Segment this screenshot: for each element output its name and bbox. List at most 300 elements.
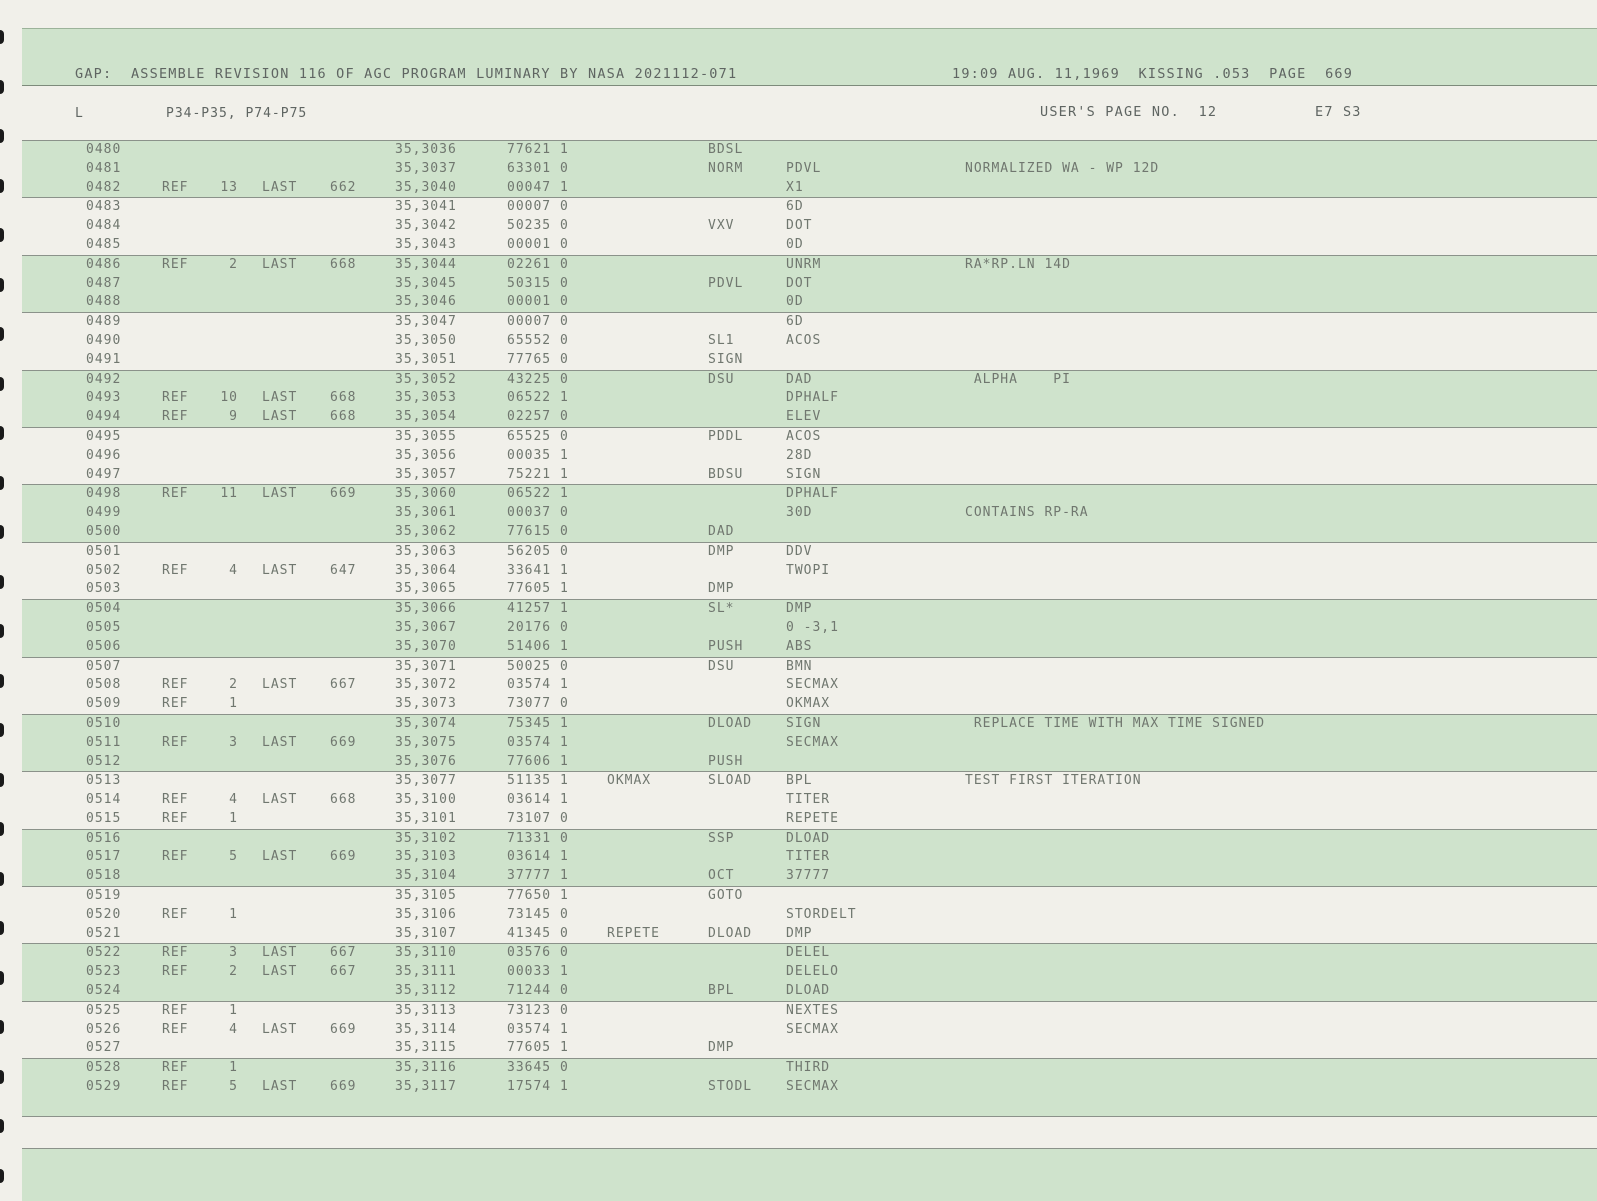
cell-ref: REF xyxy=(162,849,189,865)
cell-last: LAST xyxy=(262,677,298,693)
cell-lastn: 662 xyxy=(330,179,357,195)
cell-addr: 35,3065 xyxy=(395,581,457,597)
cell-addr: 35,3051 xyxy=(395,351,457,367)
cell-num: 0480 xyxy=(86,142,122,157)
cell-last: LAST xyxy=(262,390,298,406)
cell-opnd: DELELO xyxy=(786,964,839,980)
cell-last: LAST xyxy=(262,849,298,865)
cell-last: LAST xyxy=(262,945,298,961)
listing-row xyxy=(22,580,1597,599)
cell-code: 33645 0 xyxy=(507,1060,569,1076)
cell-ref: REF xyxy=(162,1021,189,1037)
cell-num: 0513 xyxy=(86,773,122,789)
cell-ref: REF xyxy=(162,696,189,712)
cell-code: 56205 0 xyxy=(507,543,569,559)
cell-code: 77606 1 xyxy=(507,753,569,769)
cell-addr: 35,3066 xyxy=(395,601,457,617)
cell-addr: 35,3114 xyxy=(395,1021,457,1037)
cell-refn: 9 xyxy=(229,409,238,425)
cell-lastn: 669 xyxy=(330,849,357,865)
cell-num: 0494 xyxy=(86,409,122,425)
cell-addr: 35,3037 xyxy=(395,160,457,176)
feed-hole xyxy=(0,129,4,143)
cell-code: 41345 0 xyxy=(507,925,569,941)
cell-addr: 35,3074 xyxy=(395,715,457,731)
cell-op: DMP xyxy=(708,1040,735,1056)
feed-hole xyxy=(0,327,4,341)
cell-num: 0523 xyxy=(86,964,122,980)
cell-addr: 35,3043 xyxy=(395,236,457,252)
listing-row xyxy=(22,543,1597,562)
cell-ref: REF xyxy=(162,1060,189,1076)
feed-hole xyxy=(0,1020,4,1034)
cell-lastn: 669 xyxy=(330,734,357,750)
cell-code: 50235 0 xyxy=(507,218,569,234)
cell-code: 77650 1 xyxy=(507,888,569,904)
cell-ref: REF xyxy=(162,964,189,980)
cell-refn: 2 xyxy=(229,256,238,272)
cell-num: 0509 xyxy=(86,696,122,712)
listing-row xyxy=(22,160,1597,179)
cell-ref: REF xyxy=(162,792,189,808)
cell-code: 00035 1 xyxy=(507,447,569,463)
cell-ref: REF xyxy=(162,810,189,826)
tractor-feed-holes xyxy=(0,0,8,1200)
cell-lastn: 668 xyxy=(330,409,357,425)
listing-row xyxy=(22,313,1597,332)
listing-row xyxy=(22,1078,1597,1097)
cell-opnd: 37777 xyxy=(786,868,831,884)
listing-group xyxy=(22,600,1597,657)
cell-op: DLOAD xyxy=(708,925,753,941)
cell-opnd: 0D xyxy=(786,236,804,252)
cell-op: DSU xyxy=(708,371,735,387)
listing-timestamp-page: 19:09 AUG. 11,1969 KISSING .053 PAGE 669 xyxy=(952,66,1354,82)
feed-hole xyxy=(0,278,4,292)
cell-code: 65525 0 xyxy=(507,428,569,444)
cell-code: 03614 1 xyxy=(507,849,569,865)
cell-opnd: DDV xyxy=(786,543,813,559)
listing-group xyxy=(22,830,1597,887)
feed-hole xyxy=(0,179,4,193)
cell-opnd: 28D xyxy=(786,447,813,463)
cell-opnd: BPL xyxy=(786,773,813,789)
feed-hole xyxy=(0,575,4,589)
cell-op: STODL xyxy=(708,1079,753,1095)
cell-opnd: DMP xyxy=(786,925,813,941)
cell-ref: REF xyxy=(162,1002,189,1018)
feed-hole xyxy=(0,30,4,44)
cell-opnd: DELEL xyxy=(786,945,831,961)
listing-row xyxy=(22,810,1597,829)
cell-addr: 35,3061 xyxy=(395,505,457,521)
cell-addr: 35,3060 xyxy=(395,486,457,502)
listing-row xyxy=(22,466,1597,485)
cell-code: 77605 1 xyxy=(507,581,569,597)
cell-num: 0515 xyxy=(86,810,122,826)
cell-addr: 35,3107 xyxy=(395,925,457,941)
cell-addr: 35,3062 xyxy=(395,523,457,539)
cell-last: LAST xyxy=(262,486,298,502)
listing-row xyxy=(22,619,1597,638)
cell-num: 0521 xyxy=(86,925,122,941)
cell-num: 0507 xyxy=(86,658,122,674)
cell-last: LAST xyxy=(262,964,298,980)
cell-code: 50315 0 xyxy=(507,275,569,291)
cell-addr: 35,3044 xyxy=(395,256,457,272)
feed-hole xyxy=(0,80,4,94)
cell-cmt: NORMALIZED WA - WP 12D xyxy=(965,160,1160,176)
cell-refn: 3 xyxy=(229,945,238,961)
cell-lastn: 669 xyxy=(330,486,357,502)
cell-opnd: DPHALF xyxy=(786,390,839,406)
cell-code: 41257 1 xyxy=(507,601,569,617)
cell-ref: REF xyxy=(162,1079,189,1095)
cell-op: PDDL xyxy=(708,428,744,444)
cell-ref: REF xyxy=(162,390,189,406)
cell-op: DAD xyxy=(708,523,735,539)
cell-num: 0487 xyxy=(86,275,122,291)
cell-num: 0482 xyxy=(86,179,122,195)
cell-code: 03576 0 xyxy=(507,945,569,961)
cell-num: 0496 xyxy=(86,447,122,463)
cell-opnd: DOT xyxy=(786,218,813,234)
cell-refn: 1 xyxy=(229,696,238,712)
cell-num: 0484 xyxy=(86,218,122,234)
listing-row xyxy=(22,293,1597,312)
cell-code: 71244 0 xyxy=(507,983,569,999)
cell-last: LAST xyxy=(262,792,298,808)
cell-addr: 35,3077 xyxy=(395,773,457,789)
cell-op: PUSH xyxy=(708,638,744,654)
listing-row xyxy=(22,753,1597,772)
cell-opnd: 6D xyxy=(786,314,804,330)
cell-num: 0524 xyxy=(86,983,122,999)
cell-code: 06522 1 xyxy=(507,486,569,502)
listing-row xyxy=(22,695,1597,714)
listing-row xyxy=(22,791,1597,810)
cell-code: 00037 0 xyxy=(507,505,569,521)
cell-addr: 35,3063 xyxy=(395,543,457,559)
cell-code: 00033 1 xyxy=(507,964,569,980)
cell-num: 0504 xyxy=(86,601,122,617)
cell-num: 0527 xyxy=(86,1040,122,1056)
cell-op: BDSU xyxy=(708,466,744,482)
next-sheet-band xyxy=(22,1148,1597,1201)
listing-row xyxy=(22,676,1597,695)
cell-last: LAST xyxy=(262,179,298,195)
cell-num: 0525 xyxy=(86,1002,122,1018)
cell-opnd: DLOAD xyxy=(786,983,831,999)
cell-code: 51406 1 xyxy=(507,638,569,654)
sheet-code: E7 S3 xyxy=(1315,104,1362,120)
cell-opnd: TWOPI xyxy=(786,562,831,578)
listing-row xyxy=(22,963,1597,982)
cell-opnd: STORDELT xyxy=(786,906,857,922)
listing-group xyxy=(22,198,1597,255)
listing-row xyxy=(22,504,1597,523)
cell-addr: 35,3072 xyxy=(395,677,457,693)
cell-refn: 4 xyxy=(229,1021,238,1037)
listing-row xyxy=(22,982,1597,1001)
cell-lastn: 647 xyxy=(330,562,357,578)
cell-addr: 35,3113 xyxy=(395,1002,457,1018)
listing-row xyxy=(22,275,1597,294)
cell-last: LAST xyxy=(262,1079,298,1095)
cell-addr: 35,3052 xyxy=(395,371,457,387)
cell-addr: 35,3076 xyxy=(395,753,457,769)
cell-num: 0497 xyxy=(86,466,122,482)
cell-refn: 3 xyxy=(229,734,238,750)
cell-opnd: BMN xyxy=(786,658,813,674)
cell-num: 0517 xyxy=(86,849,122,865)
cell-op: PDVL xyxy=(708,275,744,291)
cell-num: 0511 xyxy=(86,734,122,750)
cell-ref: REF xyxy=(162,562,189,578)
cell-code: 00047 1 xyxy=(507,179,569,195)
cell-code: 03574 1 xyxy=(507,734,569,750)
cell-num: 0522 xyxy=(86,945,122,961)
cell-num: 0499 xyxy=(86,505,122,521)
feed-hole xyxy=(0,1119,4,1133)
cell-code: 00007 0 xyxy=(507,199,569,215)
listing-group xyxy=(22,715,1597,772)
listing-row xyxy=(22,217,1597,236)
cell-code: 02261 0 xyxy=(507,256,569,272)
listing-row xyxy=(22,658,1597,677)
assembly-listing xyxy=(22,140,1597,1117)
cell-addr: 35,3042 xyxy=(395,218,457,234)
cell-opnd: DMP xyxy=(786,601,813,617)
cell-opnd: ACOS xyxy=(786,332,822,348)
cell-refn: 4 xyxy=(229,792,238,808)
cell-ref: REF xyxy=(162,677,189,693)
cell-cmt: ALPHA PI xyxy=(965,371,1071,387)
cell-opnd: SECMAX xyxy=(786,734,839,750)
cell-op: NORM xyxy=(708,160,744,176)
cell-num: 0506 xyxy=(86,638,122,654)
cell-addr: 35,3101 xyxy=(395,810,457,826)
cell-num: 0488 xyxy=(86,294,122,310)
feed-hole xyxy=(0,674,4,688)
cell-addr: 35,3057 xyxy=(395,466,457,482)
feed-hole xyxy=(0,773,4,787)
cell-code: 50025 0 xyxy=(507,658,569,674)
listing-row xyxy=(22,1039,1597,1058)
cell-opnd: PDVL xyxy=(786,160,822,176)
listing-title: GAP: ASSEMBLE REVISION 116 OF AGC PROGRAM LUMINARY BY NASA 2021112-071 xyxy=(75,66,738,82)
listing-row xyxy=(22,332,1597,351)
cell-num: 0529 xyxy=(86,1079,122,1095)
cell-addr: 35,3104 xyxy=(395,868,457,884)
users-page-number: USER'S PAGE NO. 12 xyxy=(1040,104,1218,120)
cell-opnd: DPHALF xyxy=(786,486,839,502)
cell-ref: REF xyxy=(162,906,189,922)
cell-addr: 35,3036 xyxy=(395,142,457,157)
cell-addr: 35,3103 xyxy=(395,849,457,865)
feed-hole xyxy=(0,377,4,391)
cell-code: 65552 0 xyxy=(507,332,569,348)
listing-group xyxy=(22,944,1597,1001)
cell-addr: 35,3115 xyxy=(395,1040,457,1056)
cell-refn: 2 xyxy=(229,677,238,693)
cell-lastn: 668 xyxy=(330,792,357,808)
listing-row xyxy=(22,428,1597,447)
cell-addr: 35,3073 xyxy=(395,696,457,712)
cell-addr: 35,3053 xyxy=(395,390,457,406)
section-letter: L xyxy=(75,106,83,121)
cell-op: BPL xyxy=(708,983,735,999)
cell-addr: 35,3050 xyxy=(395,332,457,348)
cell-ref: REF xyxy=(162,945,189,961)
cell-refn: 13 xyxy=(220,179,238,195)
listing-group xyxy=(22,887,1597,944)
cell-code: 03574 1 xyxy=(507,1021,569,1037)
cell-op: DMP xyxy=(708,543,735,559)
cell-code: 77605 1 xyxy=(507,1040,569,1056)
cell-code: 73107 0 xyxy=(507,810,569,826)
cell-num: 0490 xyxy=(86,332,122,348)
cell-op: DSU xyxy=(708,658,735,674)
cell-num: 0526 xyxy=(86,1021,122,1037)
cell-opnd: ACOS xyxy=(786,428,822,444)
cell-code: 37777 1 xyxy=(507,868,569,884)
cell-op: SSP xyxy=(708,830,735,846)
cell-num: 0505 xyxy=(86,619,122,635)
listing-row xyxy=(22,848,1597,867)
feed-hole xyxy=(0,723,4,737)
cell-opnd: TITER xyxy=(786,792,831,808)
cell-num: 0486 xyxy=(86,256,122,272)
cell-addr: 35,3110 xyxy=(395,945,457,961)
cell-ref: REF xyxy=(162,486,189,502)
cell-refn: 10 xyxy=(220,390,238,406)
cell-num: 0483 xyxy=(86,199,122,215)
cell-addr: 35,3064 xyxy=(395,562,457,578)
cell-addr: 35,3046 xyxy=(395,294,457,310)
cell-op: SL1 xyxy=(708,332,735,348)
cell-num: 0518 xyxy=(86,868,122,884)
listing-row xyxy=(22,408,1597,427)
cell-num: 0510 xyxy=(86,715,122,731)
cell-code: 00007 0 xyxy=(507,314,569,330)
cell-addr: 35,3106 xyxy=(395,906,457,922)
cell-cmt: REPLACE TIME WITH MAX TIME SIGNED xyxy=(965,715,1266,731)
cell-last: LAST xyxy=(262,734,298,750)
cell-opnd: SIGN xyxy=(786,466,822,482)
cell-num: 0500 xyxy=(86,523,122,539)
listing-row xyxy=(22,925,1597,944)
cell-refn: 11 xyxy=(220,486,238,502)
listing-row xyxy=(22,523,1597,542)
cell-code: 73145 0 xyxy=(507,906,569,922)
cell-num: 0516 xyxy=(86,830,122,846)
listing-row xyxy=(22,485,1597,504)
cell-lastn: 668 xyxy=(330,390,357,406)
cell-op: GOTO xyxy=(708,888,744,904)
cell-last: LAST xyxy=(262,256,298,272)
listing-group xyxy=(22,1002,1597,1059)
cell-op: VXV xyxy=(708,218,735,234)
listing-row xyxy=(22,371,1597,390)
listing-group xyxy=(22,658,1597,715)
cell-code: 33641 1 xyxy=(507,562,569,578)
cell-code: 71331 0 xyxy=(507,830,569,846)
feed-hole xyxy=(0,476,4,490)
cell-addr: 35,3111 xyxy=(395,964,457,980)
cell-code: 06522 1 xyxy=(507,390,569,406)
listing-row xyxy=(22,447,1597,466)
listing-row xyxy=(22,887,1597,906)
cell-code: 02257 0 xyxy=(507,409,569,425)
cell-refn: 1 xyxy=(229,1002,238,1018)
cell-opnd: THIRD xyxy=(786,1060,831,1076)
listing-group xyxy=(22,772,1597,829)
feed-hole xyxy=(0,822,4,836)
cell-addr: 35,3067 xyxy=(395,619,457,635)
cell-code: 03574 1 xyxy=(507,677,569,693)
cell-addr: 35,3047 xyxy=(395,314,457,330)
cell-refn: 5 xyxy=(229,1079,238,1095)
cell-addr: 35,3041 xyxy=(395,199,457,215)
cell-num: 0501 xyxy=(86,543,122,559)
feed-hole xyxy=(0,921,4,935)
cell-addr: 35,3100 xyxy=(395,792,457,808)
feed-hole xyxy=(0,971,4,985)
cell-ref: REF xyxy=(162,179,189,195)
cell-tag: OKMAX xyxy=(607,773,652,789)
cell-last: LAST xyxy=(262,409,298,425)
cell-num: 0491 xyxy=(86,351,122,367)
cell-opnd: SECMAX xyxy=(786,677,839,693)
listing-row xyxy=(22,715,1597,734)
cell-lastn: 668 xyxy=(330,256,357,272)
cell-code: 00001 0 xyxy=(507,236,569,252)
cell-code: 73077 0 xyxy=(507,696,569,712)
cell-num: 0502 xyxy=(86,562,122,578)
cell-op: SIGN xyxy=(708,351,744,367)
cell-code: 17574 1 xyxy=(507,1079,569,1095)
listing-group xyxy=(22,256,1597,313)
listing-row xyxy=(22,562,1597,581)
cell-op: DLOAD xyxy=(708,715,753,731)
cell-addr: 35,3112 xyxy=(395,983,457,999)
listing-group xyxy=(22,1059,1597,1116)
listing-row xyxy=(22,600,1597,619)
cell-addr: 35,3045 xyxy=(395,275,457,291)
cell-opnd: SIGN xyxy=(786,715,822,731)
listing-row xyxy=(22,256,1597,275)
listing-row xyxy=(22,1059,1597,1078)
cell-cmt: RA*RP.LN 14D xyxy=(965,256,1071,272)
listing-row xyxy=(22,389,1597,408)
cell-opnd: ABS xyxy=(786,638,813,654)
listing-group xyxy=(22,140,1597,198)
listing-row xyxy=(22,867,1597,886)
listing-row xyxy=(22,1021,1597,1040)
cell-addr: 35,3117 xyxy=(395,1079,457,1095)
listing-row xyxy=(22,772,1597,791)
cell-addr: 35,3056 xyxy=(395,447,457,463)
cell-cmt: TEST FIRST ITERATION xyxy=(965,773,1142,789)
feed-hole xyxy=(0,426,4,440)
cell-num: 0520 xyxy=(86,906,122,922)
cell-code: 75345 1 xyxy=(507,715,569,731)
cell-num: 0495 xyxy=(86,428,122,444)
cell-num: 0492 xyxy=(86,371,122,387)
listing-group xyxy=(22,543,1597,600)
cell-op: SLOAD xyxy=(708,773,753,789)
